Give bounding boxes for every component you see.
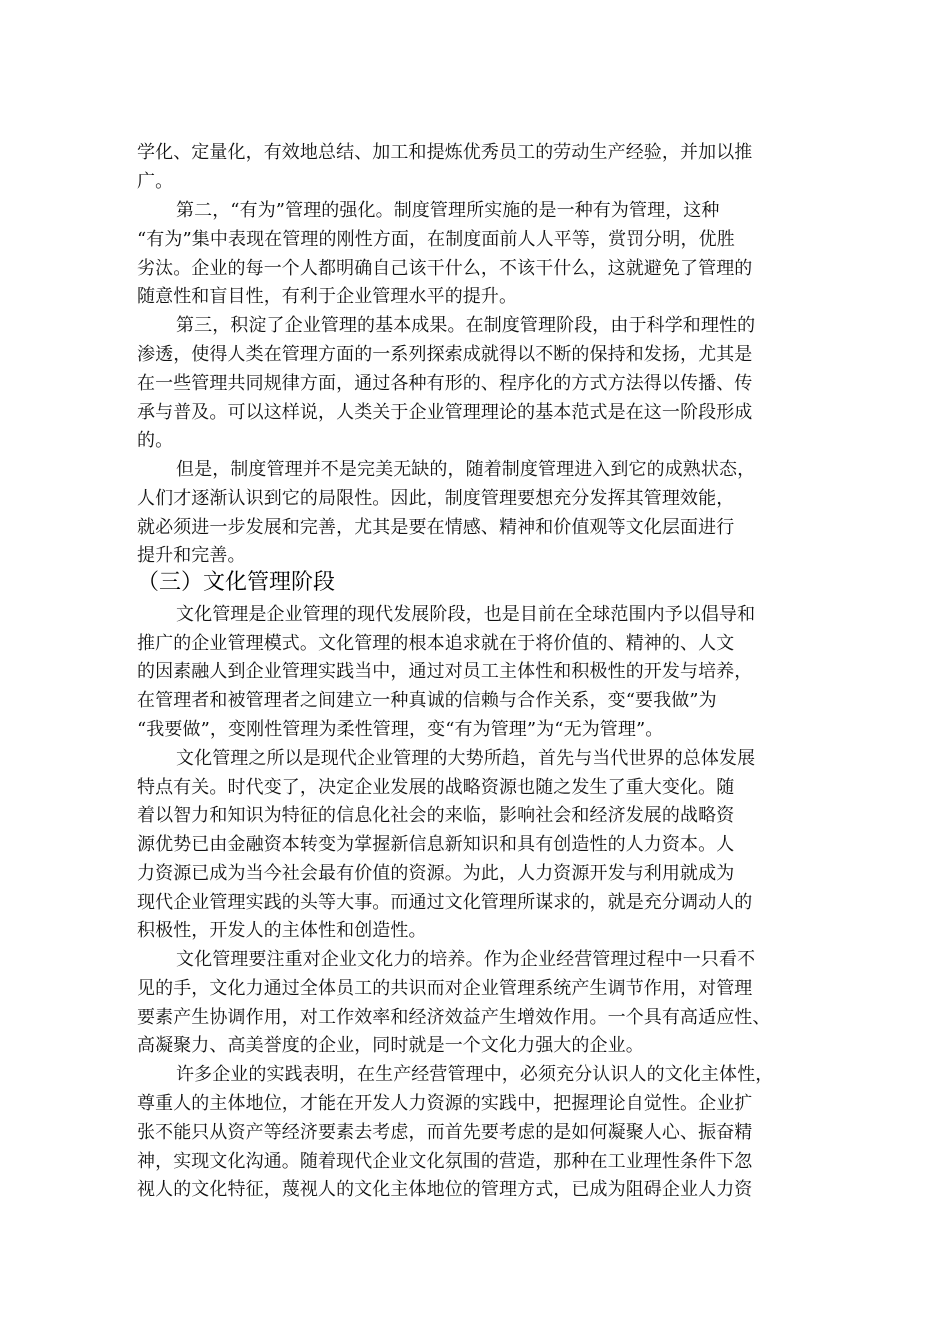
paragraph-line: 渗透，使得人类在管理方面的一系列探索成就得以不断的保持和发扬，尤其是: [137, 344, 753, 365]
paragraph-line: 第三，积淀了企业管理的基本成果。在制度管理阶段，由于科学和理性的: [176, 315, 756, 336]
paragraph-line: 广。: [137, 171, 174, 192]
paragraph-line: 神，实现文化沟通。随着现代企业文化氛围的营造，那种在工业理性条件下忽: [137, 1151, 753, 1172]
paragraph-line: 见的手，文化力通过全体员工的共识而对企业管理系统产生调节作用，对管理: [137, 978, 753, 999]
paragraph-line: 在一些管理共同规律方面，通过各种有形的、程序化的方式方法得以传播、传: [137, 373, 753, 394]
paragraph-line: 推广的企业管理模式。文化管理的根本追求就在于将价值的、精神的、人文: [137, 633, 735, 654]
paragraph-line: 文化管理之所以是现代企业管理的大势所趋，首先与当代世界的总体发展: [176, 748, 756, 769]
paragraph-line: 就必须进一步发展和完善，尤其是要在情感、精神和价值观等文化层面进行: [137, 517, 735, 538]
paragraph-line: 尊重人的主体地位，才能在开发人力资源的实践中，把握理论自觉性。企业扩: [137, 1093, 753, 1114]
paragraph-line: “我要做”，变刚性管理为柔性管理，变“有为管理”为“无为管理”。: [137, 719, 664, 740]
paragraph-line: 的。: [137, 430, 174, 451]
paragraph-line: 现代企业管理实践的头等大事。而通过文化管理所谋求的，就是充分调动人的: [137, 892, 753, 913]
paragraph-line: 力资源已成为当今社会最有价值的资源。为此，人力资源开发与利用就成为: [137, 863, 735, 884]
paragraph-line: 文化管理是企业管理的现代发展阶段，也是目前在全球范围内予以倡导和: [176, 604, 756, 625]
paragraph-line: 文化管理要注重对企业文化力的培养。作为企业经营管理过程中一只看不: [176, 949, 756, 970]
paragraph-line: 要素产生协调作用，对工作效率和经济效益产生增效作用。一个具有高适应性、: [137, 1007, 771, 1028]
paragraph-line: 但是，制度管理并不是完美无缺的，随着制度管理进入到它的成熟状态，: [176, 459, 756, 480]
paragraph-line: 提升和完善。: [137, 545, 246, 566]
paragraph-line: 特点有关。时代变了，决定企业发展的战略资源也随之发生了重大变化。随: [137, 777, 735, 798]
paragraph-line: 学化、定量化，有效地总结、加工和提炼优秀员工的劳动生产经验，并加以推: [137, 142, 753, 163]
paragraph-line: “有为”集中表现在管理的刚性方面，在制度面前人人平等，赏罚分明，优胜: [137, 229, 735, 250]
paragraph-line: 高凝聚力、高美誉度的企业，同时就是一个文化力强大的企业。: [137, 1035, 644, 1056]
paragraph-line: 源优势已由金融资本转变为掌握新信息新知识和具有创造性的人力资本。人: [137, 834, 735, 855]
paragraph-line: 承与普及。可以这样说，人类关于企业管理理论的基本范式是在这一阶段形成: [137, 402, 753, 423]
paragraph-line: 随意性和盲目性，有利于企业管理水平的提升。: [137, 286, 518, 307]
paragraph-line: 许多企业的实践表明，在生产经营管理中，必须充分认识人的文化主体性，: [176, 1064, 774, 1085]
paragraph-line: 第二，“有为”管理的强化。制度管理所实施的是一种有为管理，这种: [176, 200, 720, 221]
paragraph-line: 张不能只从资产等经济要素去考虑，而首先要考虑的是如何凝聚人心、振奋精: [137, 1122, 753, 1143]
paragraph-line: 着以智力和知识为特征的信息化社会的来临，影响社会和经济发展的战略资: [137, 805, 735, 826]
paragraph-line: 人们才逐渐认识到它的局限性。因此，制度管理要想充分发挥其管理效能，: [137, 488, 735, 509]
section-heading: （三）文化管理阶段: [137, 570, 336, 595]
paragraph-line: 视人的文化特征，蔑视人的文化主体地位的管理方式，已成为阻碍企业人力资: [137, 1179, 753, 1200]
paragraph-line: 积极性，开发人的主体性和创造性。: [137, 920, 427, 941]
paragraph-line: 劣汰。企业的每一个人都明确自己该干什么，不该干什么，这就避免了管理的: [137, 258, 753, 279]
paragraph-line: 在管理者和被管理者之间建立一种真诚的信赖与合作关系，变“要我做”为: [137, 690, 717, 711]
paragraph-line: 的因素融人到企业管理实践当中，通过对员工主体性和积极性的开发与培养，: [137, 661, 753, 682]
